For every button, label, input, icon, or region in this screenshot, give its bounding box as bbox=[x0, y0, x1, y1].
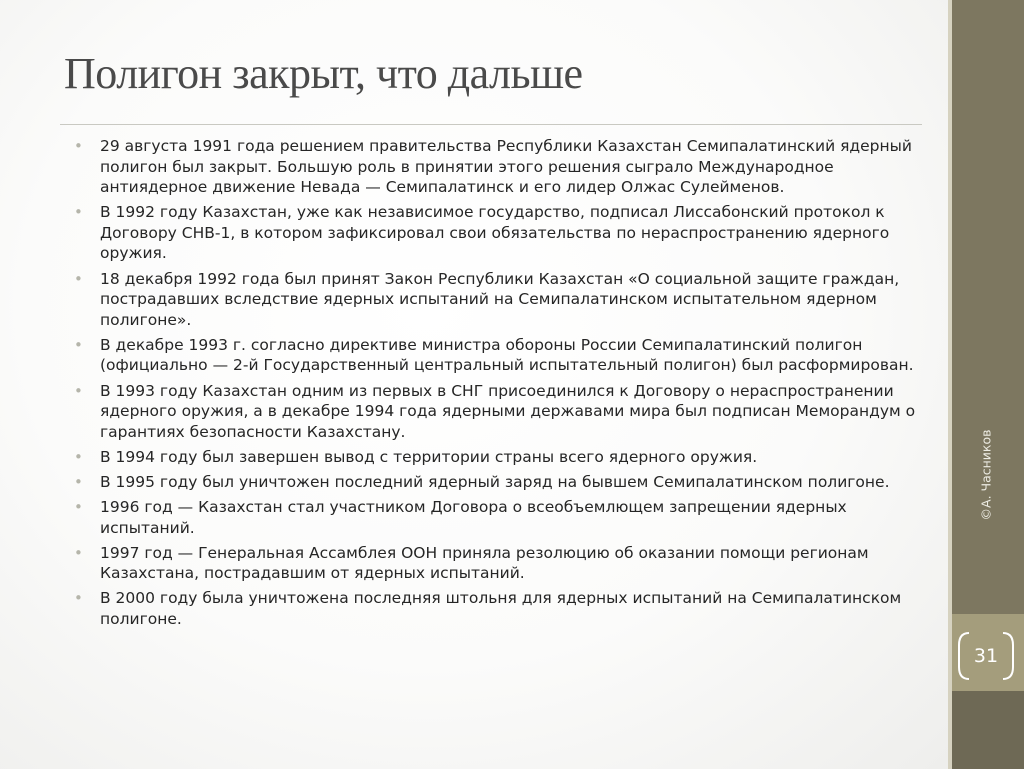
bullet-text: 1997 год — Генеральная Ассамблея ООН приняла резолюцию об оказании помощи регионам Казахстана, пострадавшим от ядерных испытаний. bbox=[100, 543, 869, 583]
bullet-text: 18 декабря 1992 года был принят Закон Республики Казахстан «О социальной защите граждан, пострадавших вследствие ядерных испытаний на Семипалатинском испытательном ядерном полигоне». bbox=[100, 269, 900, 329]
bullet-list bbox=[74, 136, 920, 634]
bullet-text: 29 августа 1991 года решением правительства Республики Казахстан Семипалатинский ядерный полигон был закрыт. Большую роль в принятии этого решения сыграло Международное антиядерное движение Невада — Семипалатинск и его лидер Олжас Сулейменов. bbox=[100, 137, 912, 197]
bullet-item bbox=[74, 543, 920, 584]
bullet-item bbox=[74, 202, 920, 264]
bullet-icon: • bbox=[74, 269, 83, 288]
bullet-item bbox=[74, 269, 920, 331]
bullet-item bbox=[74, 136, 920, 198]
bullet-item bbox=[74, 588, 920, 629]
bullet-text: В декабре 1993 г. согласно директиве министра обороны России Семипалатинский полигон (официально — 2-й Государственный центральный испытательный полигон) был расформирован. bbox=[100, 335, 914, 375]
bullet-icon: • bbox=[74, 543, 83, 562]
bullet-item bbox=[74, 497, 920, 538]
title-divider bbox=[60, 124, 922, 125]
bullet-icon: • bbox=[74, 472, 83, 491]
bullet-text: В 1992 году Казахстан, уже как независимое государство, подписал Лиссабонский протокол к Договору СНВ-1, в котором зафиксировал свои обязательства по нераспространению ядерного оружия. bbox=[100, 203, 890, 263]
bullet-text: 1996 год — Казахстан стал участником Договора о всеобъемлющем запрещении ядерных испытаний. bbox=[100, 498, 847, 537]
bullet-icon: • bbox=[74, 447, 83, 466]
bullet-item bbox=[74, 335, 920, 376]
bullet-item bbox=[74, 447, 920, 468]
bullet-icon: • bbox=[74, 203, 83, 222]
slide-title: Полигон закрыт, что дальше bbox=[64, 49, 583, 98]
page-number-badge bbox=[957, 631, 1015, 681]
bullet-item bbox=[74, 381, 920, 443]
bullet-text: В 1993 году Казахстан одним из первых в СНГ присоединился к Договору о нераспространении ядерного оружия, а в декабре 1994 года ядерными державами мира был подписан Меморандум о гарантиях безопасности Казахстану. bbox=[100, 381, 916, 441]
bullet-icon: • bbox=[74, 498, 83, 516]
bullet-text: В 2000 году была уничтожена последняя штольня для ядерных испытаний на Семипалатинском полигоне. bbox=[100, 589, 902, 628]
bullet-icon: • bbox=[74, 137, 83, 155]
bullet-icon: • bbox=[74, 381, 83, 400]
bullet-icon: • bbox=[74, 589, 83, 608]
page-number: 31 bbox=[973, 645, 999, 667]
bullet-text: В 1995 году был уничтожен последний ядерный заряд на бывшем Семипалатинском полигоне. bbox=[100, 472, 890, 491]
sidebar-edge-line bbox=[948, 0, 952, 769]
copyright-label: ©А. Часников bbox=[978, 429, 994, 521]
bullet-icon: • bbox=[74, 335, 83, 354]
bullet-item bbox=[74, 472, 920, 493]
bullet-text: В 1994 году был завершен вывод с территории страны всего ядерного оружия. bbox=[100, 447, 758, 466]
